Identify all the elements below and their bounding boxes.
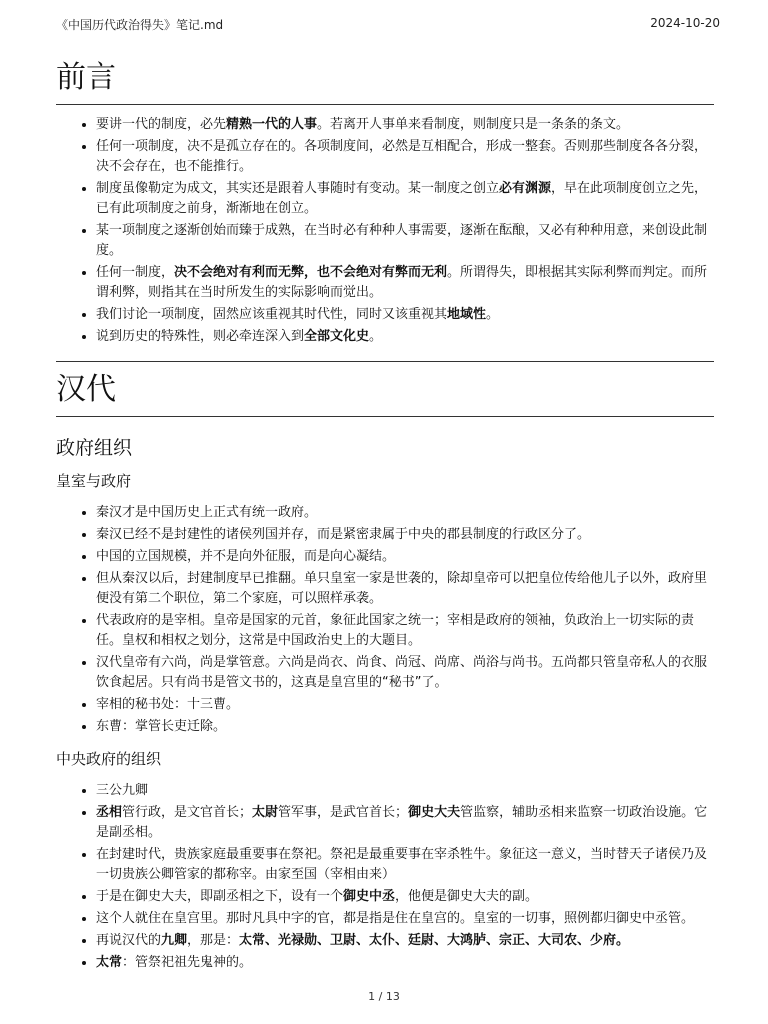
bold-text: 丞相 <box>96 805 123 820</box>
text-segment: 于是在御史大夫，即副丞相之下，设有一个 <box>96 889 344 904</box>
list-item <box>96 115 714 135</box>
text-segment: 在封建时代，贵族家庭最重要事在祭祀。祭祀是最重要事在宰杀牲牛。象征这一意义，当时替天子诸侯乃及一切贵族公卿管家的都称宰。由家至国（宰相由来） <box>96 847 708 882</box>
text-segment: 制度虽像勒定为成文，其实还是跟着人事随时有变动。某一制度之创立 <box>96 181 500 196</box>
bold-text: 太常、光禄勋、卫尉、太仆、廷尉、大鸿胪、宗正、大司农、少府。 <box>239 933 630 948</box>
document-date: 2024-10-20 <box>650 16 720 30</box>
text-segment: 说到历史的特殊性，则必牵连深入到 <box>96 329 305 344</box>
list-item <box>96 569 714 609</box>
text-segment: 某一项制度之逐渐创始而臻于成熟，在当时必有种种人事需要，逐渐在酝酿，又必有种种用意，来创设此制度。 <box>96 223 708 258</box>
text-segment: 再说汉代的 <box>96 933 162 948</box>
subsubheading-central-government: 中央政府的组织 <box>56 750 162 768</box>
list-item <box>96 611 714 651</box>
central-government-list <box>56 781 714 973</box>
list-item <box>96 845 714 885</box>
bold-text: 太常 <box>96 955 123 970</box>
list-item <box>96 781 714 801</box>
list-item <box>96 953 714 973</box>
section-heading-han: 汉代 <box>56 370 714 417</box>
preface-list <box>56 115 714 347</box>
list-item <box>96 695 714 715</box>
text-segment: 。所谓得失，即根据其实际利弊而判定。而所谓利弊，则指其在当时所发生的实际影响而觉出。 <box>96 265 708 300</box>
bold-text: 地域性 <box>447 307 487 322</box>
text-segment: 秦汉已经不是封建性的诸侯列国并存，而是紧密隶属于中央的郡县制度的行政区分了。 <box>96 527 591 542</box>
list-item <box>96 137 714 177</box>
bold-text: 全部文化史 <box>304 329 370 344</box>
list-item <box>96 653 714 693</box>
document-title: 《中国历代政治得失》笔记.md <box>56 18 224 32</box>
section-heading-preface: 前言 <box>56 58 714 105</box>
text-segment: 管行政，是文官首长； <box>122 805 253 820</box>
list-item <box>96 909 714 929</box>
bold-text: 精熟一代的人事 <box>226 117 318 132</box>
text-segment: ，那是： <box>187 933 240 948</box>
text-segment: ，他便是御史大夫的副。 <box>395 889 539 904</box>
bold-text: 御史中丞 <box>343 889 396 904</box>
text-segment: 这个人就住在皇宫里。那时凡具中字的官，都是指是住在皇宫的。皇室的一切事，照例都归御史中丞管。 <box>96 911 695 926</box>
list-item <box>96 803 714 843</box>
subsubheading-royal-and-government: 皇室与政府 <box>56 472 132 490</box>
list-item <box>96 525 714 545</box>
text-segment: 要讲一代的制度，必先 <box>96 117 227 132</box>
text-segment: 管军事，是武官首长； <box>278 805 409 820</box>
list-item <box>96 887 714 907</box>
text-segment: 代表政府的是宰相。皇帝是国家的元首，象征此国家之统一；宰相是政府的领袖，负政治上一切实际的责任。皇权和相权之划分，这常是中国政治史上的大题目。 <box>96 613 695 648</box>
list-item <box>96 305 714 325</box>
page-header <box>56 16 720 34</box>
list-item <box>96 503 714 523</box>
text-segment: 宰相的秘书处：十三曹。 <box>96 697 240 712</box>
text-segment: ：管祭祀祖先鬼神的。 <box>122 955 253 970</box>
text-segment: 汉代皇帝有六尚，尚是掌管意。六尚是尚衣、尚食、尚冠、尚席、尚浴与尚书。五尚都只管皇帝私人的衣服饮食起居。只有尚书是管文书的，这真是皇宫里的“秘书”了。 <box>96 655 708 690</box>
bold-text: 太尉 <box>252 805 279 820</box>
list-item <box>96 717 714 737</box>
bold-text: 九卿 <box>161 933 188 948</box>
text-segment: 。 <box>369 329 383 344</box>
list-item <box>96 931 714 951</box>
list-item <box>96 221 714 261</box>
text-segment: 任何一项制度，决不是孤立存在的。各项制度间，必然是互相配合，形成一整套。否则那些制度各各分裂，决不会存在，也不能推行。 <box>96 139 708 174</box>
bold-text: 必有渊源 <box>499 181 552 196</box>
bold-text: 决不会绝对有利而无弊，也不会绝对有弊而无利 <box>174 265 448 280</box>
text-segment: 。 <box>486 307 500 322</box>
list-item <box>96 179 714 219</box>
document-body <box>56 58 714 975</box>
text-segment: 。若离开人事单来看制度，则制度只是一条条的条文。 <box>317 117 630 132</box>
text-segment: 任何一制度， <box>96 265 175 280</box>
royal-government-list <box>56 503 714 737</box>
section-divider <box>56 361 714 362</box>
text-segment: 管监察，辅助丞相来监察一切政治设施。它是副丞相。 <box>96 805 708 840</box>
subheading-government: 政府组织 <box>56 437 133 459</box>
text-segment: 我们讨论一项制度，固然应该重视其时代性，同时又该重视其 <box>96 307 448 322</box>
list-item <box>96 547 714 567</box>
list-item <box>96 327 714 347</box>
text-segment: 但从秦汉以后，封建制度早已推翻。单只皇室一家是世袭的，除却皇帝可以把皇位传给他儿子以外，政府里便没有第二个职位，第二个家庭，可以照样承袭。 <box>96 571 708 606</box>
page-number: 1 / 13 <box>368 990 400 1003</box>
text-segment: 中国的立国规模，并不是向外征服，而是向心凝结。 <box>96 549 396 564</box>
bold-text: 御史大夫 <box>408 805 461 820</box>
text-segment: 东曹：掌管长吏迁除。 <box>96 719 227 734</box>
list-item <box>96 263 714 303</box>
text-segment: 秦汉才是中国历史上正式有统一政府。 <box>96 505 318 520</box>
text-segment: 三公九卿 <box>96 783 149 798</box>
text-segment: ，早在此项制度创立之先，已有此项制度之前身，渐渐地在创立。 <box>96 181 708 216</box>
